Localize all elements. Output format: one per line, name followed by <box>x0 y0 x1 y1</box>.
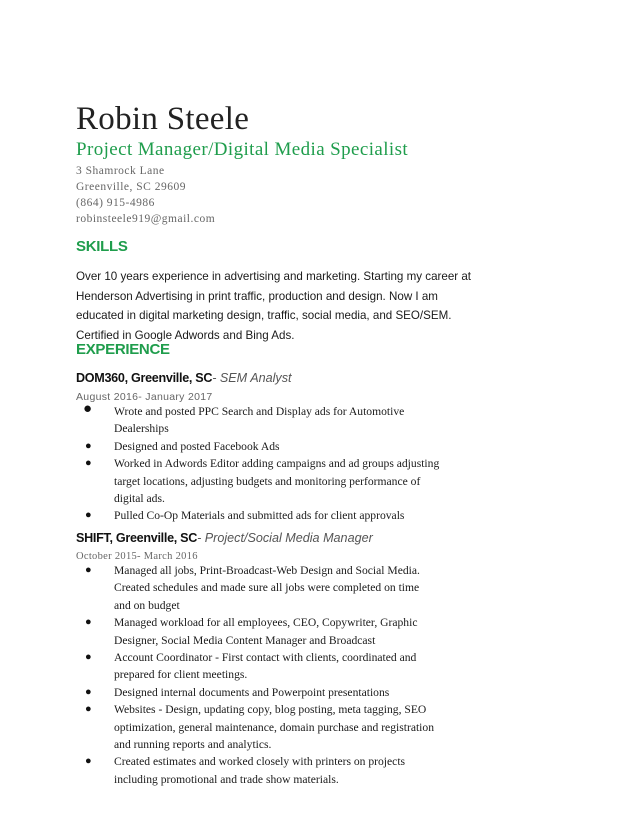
skills-line: Henderson Advertising in print traffic, production and design. Now I am <box>76 289 438 303</box>
bullet-icon: ● <box>85 755 92 768</box>
skills-line: Over 10 years experience in advertising and marketing. Starting my career at <box>76 270 472 283</box>
bullet-icon: ● <box>85 509 92 522</box>
address-line-1: 3 Shamrock Lane <box>76 165 165 177</box>
bullet-icon: ● <box>85 651 92 664</box>
job-bullet-list <box>76 403 496 525</box>
skills-paragraph <box>76 267 476 345</box>
list-item: ● Wrote and posted PPC Search and Display ads for Automotive Dealerships <box>83 401 405 436</box>
job-role: - SEM Analyst <box>212 371 292 385</box>
job-header <box>76 531 373 545</box>
bullet-icon: ● <box>85 457 92 470</box>
job-title: Project Manager/Digital Media Specialist <box>76 139 409 160</box>
contact-block <box>76 163 215 227</box>
bullet-icon: ● <box>85 564 92 576</box>
skills-heading: SKILLS <box>76 238 128 255</box>
bullet-icon: ● <box>85 439 92 452</box>
job-bullet-list <box>76 562 496 788</box>
bullet-icon: ● <box>85 703 92 716</box>
phone-number: (864) 915-4986 <box>76 197 155 209</box>
job-header <box>76 371 292 385</box>
company-name: SHIFT, Greenville, SC <box>76 531 198 545</box>
job-role: - Project/Social Media Manager <box>197 531 373 545</box>
list-item: ● Account Coordinator - First contact with clients, coordinated and prepared for client meetings. <box>85 651 417 682</box>
job-dates: October 2015- March 2016 <box>76 551 198 562</box>
skills-line: Certified in Google Adwords and Bing Ads. <box>76 328 295 342</box>
list-item: ● Worked in Adwords Editor adding campaigns and ad groups adjusting target locations, adjusting budgets and monitoring performance of digital ads. <box>85 457 440 506</box>
candidate-name: Robin Steele <box>76 101 250 137</box>
company-name: DOM360, Greenville, SC <box>76 371 213 385</box>
address-line-2: Greenville, SC 29609 <box>76 181 186 193</box>
bullet-icon: ● <box>83 401 93 417</box>
email-address: robinsteele919@gmail.com <box>76 213 216 225</box>
list-item: ● Created estimates and worked closely with printers on projects including promotional and trade show materials. <box>85 755 406 786</box>
experience-heading: EXPERIENCE <box>76 341 170 358</box>
list-item: ● Managed workload for all employees, CEO, Copywriter, Graphic Designer, Social Media Content Manager and Broadcast <box>85 616 418 647</box>
list-item: ● Designed internal documents and Powerpoint presentations <box>76 684 496 701</box>
job-dates: August 2016- January 2017 <box>76 391 213 403</box>
skills-line: educated in digital marketing design, traffic, social media, and SEO/SEM. <box>76 309 452 322</box>
list-item: ● Managed all jobs, Print-Broadcast-Web Design and Social Media. Created schedules and made sure all jobs were completed on time and on budget <box>85 564 420 612</box>
list-item: ● Designed and posted Facebook Ads <box>76 438 496 455</box>
list-item: ● Websites - Design, updating copy, blog posting, meta tagging, SEO optimization, general maintenance, domain purchase and registration and running reports and analytics. <box>85 703 434 752</box>
bullet-icon: ● <box>85 616 92 629</box>
list-item: ● Pulled Co-Op Materials and submitted ads for client approvals <box>76 507 496 524</box>
bullet-icon: ● <box>85 685 92 698</box>
